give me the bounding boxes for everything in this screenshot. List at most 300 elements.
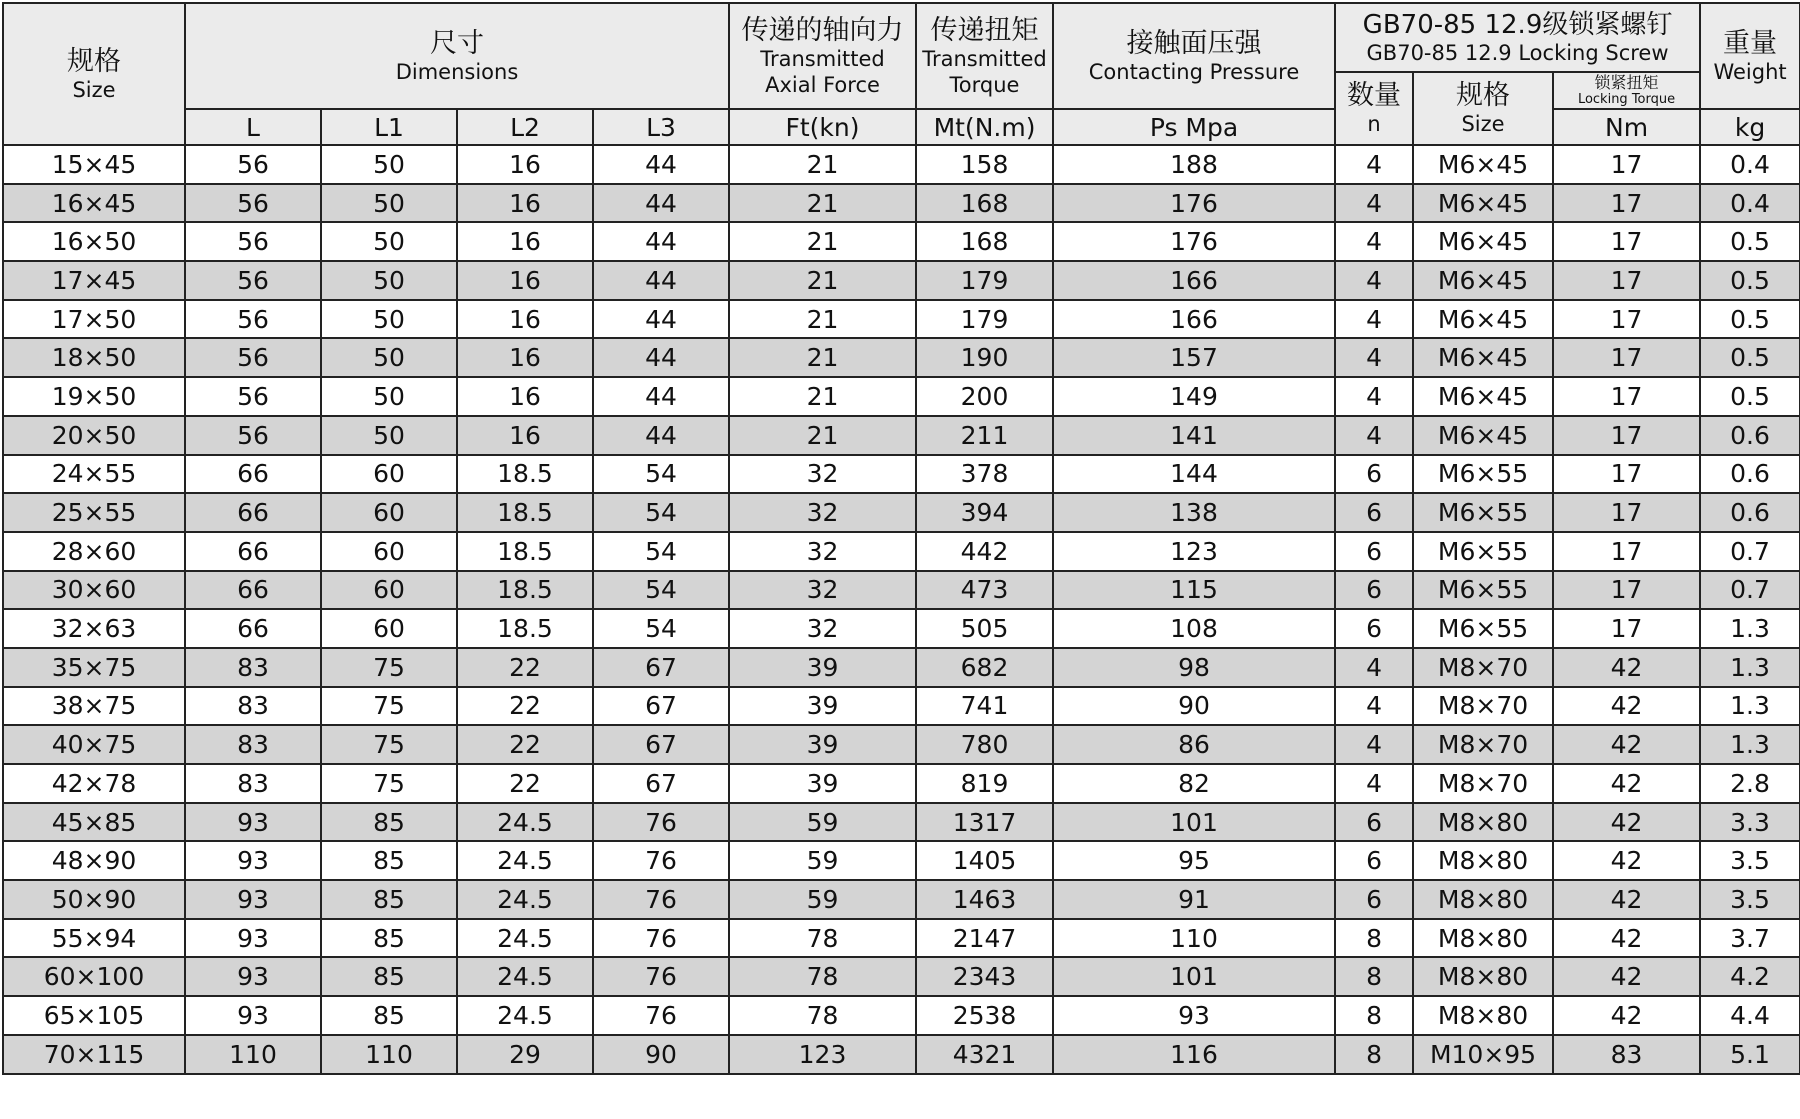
table-row bbox=[3, 957, 1800, 996]
cell-locking-torque: 17 bbox=[1553, 338, 1700, 377]
cell-l1: 75 bbox=[321, 687, 457, 726]
cell-l3: 54 bbox=[593, 493, 729, 532]
cell-size: 70×115 bbox=[3, 1035, 185, 1074]
cell-pressure: 115 bbox=[1053, 571, 1335, 610]
cell-pressure: 82 bbox=[1053, 764, 1335, 803]
cell-l1: 60 bbox=[321, 532, 457, 571]
cell-weight: 1.3 bbox=[1700, 687, 1800, 726]
cell-l2: 16 bbox=[457, 184, 593, 223]
cell-l2: 22 bbox=[457, 648, 593, 687]
cell-torque: 179 bbox=[916, 300, 1053, 339]
cell-torque: 211 bbox=[916, 416, 1053, 455]
cell-screw-qty: 4 bbox=[1335, 222, 1413, 261]
header-col-L1: L1 bbox=[321, 109, 457, 145]
table-row bbox=[3, 725, 1800, 764]
cell-size: 16×45 bbox=[3, 184, 185, 223]
cell-axial-force: 59 bbox=[729, 880, 916, 919]
cell-l1: 60 bbox=[321, 493, 457, 532]
cell-size: 55×94 bbox=[3, 919, 185, 958]
cell-axial-force: 78 bbox=[729, 957, 916, 996]
cell-screw-qty: 8 bbox=[1335, 919, 1413, 958]
cell-pressure: 157 bbox=[1053, 338, 1335, 377]
cell-l3: 76 bbox=[593, 996, 729, 1035]
cell-weight: 3.7 bbox=[1700, 919, 1800, 958]
table-row bbox=[3, 919, 1800, 958]
cell-weight: 0.4 bbox=[1700, 184, 1800, 223]
table-row bbox=[3, 455, 1800, 494]
cell-size: 28×60 bbox=[3, 532, 185, 571]
cell-locking-torque: 17 bbox=[1553, 532, 1700, 571]
cell-l2: 18.5 bbox=[457, 532, 593, 571]
cell-locking-torque: 17 bbox=[1553, 493, 1700, 532]
cell-pressure: 138 bbox=[1053, 493, 1335, 532]
cell-pressure: 98 bbox=[1053, 648, 1335, 687]
table-row bbox=[3, 803, 1800, 842]
cell-pressure: 101 bbox=[1053, 957, 1335, 996]
cell-weight: 2.8 bbox=[1700, 764, 1800, 803]
cell-torque: 2538 bbox=[916, 996, 1053, 1035]
cell-l2: 16 bbox=[457, 261, 593, 300]
header-locking-screw: GB70-85 12.9级锁紧螺钉 GB70-85 12.9 Locking Screw bbox=[1335, 3, 1700, 72]
cell-screw-qty: 4 bbox=[1335, 687, 1413, 726]
cell-l2: 16 bbox=[457, 300, 593, 339]
cell-l3: 54 bbox=[593, 609, 729, 648]
cell-l2: 18.5 bbox=[457, 455, 593, 494]
cell-l3: 67 bbox=[593, 648, 729, 687]
cell-screw-qty: 6 bbox=[1335, 841, 1413, 880]
cell-l3: 67 bbox=[593, 687, 729, 726]
cell-l2: 22 bbox=[457, 687, 593, 726]
header-col-L2: L2 bbox=[457, 109, 593, 145]
cell-l1: 50 bbox=[321, 416, 457, 455]
cell-l2: 24.5 bbox=[457, 957, 593, 996]
cell-pressure: 149 bbox=[1053, 377, 1335, 416]
cell-screw-qty: 4 bbox=[1335, 261, 1413, 300]
cell-size: 15×45 bbox=[3, 145, 185, 184]
cell-locking-torque: 17 bbox=[1553, 571, 1700, 610]
cell-size: 18×50 bbox=[3, 338, 185, 377]
header-col-nm: Nm bbox=[1553, 109, 1700, 145]
cell-weight: 1.3 bbox=[1700, 609, 1800, 648]
cell-pressure: 93 bbox=[1053, 996, 1335, 1035]
cell-screw-qty: 4 bbox=[1335, 338, 1413, 377]
cell-locking-torque: 42 bbox=[1553, 803, 1700, 842]
cell-screw-size: M6×45 bbox=[1413, 338, 1553, 377]
header-col-ps: Ps Mpa bbox=[1053, 109, 1335, 145]
cell-l3: 54 bbox=[593, 455, 729, 494]
cell-screw-size: M8×70 bbox=[1413, 648, 1553, 687]
cell-screw-size: M6×45 bbox=[1413, 416, 1553, 455]
cell-pressure: 108 bbox=[1053, 609, 1335, 648]
cell-screw-qty: 6 bbox=[1335, 880, 1413, 919]
table-row bbox=[3, 416, 1800, 455]
cell-locking-torque: 17 bbox=[1553, 609, 1700, 648]
cell-weight: 0.5 bbox=[1700, 377, 1800, 416]
cell-l3: 76 bbox=[593, 841, 729, 880]
cell-pressure: 176 bbox=[1053, 184, 1335, 223]
cell-weight: 0.6 bbox=[1700, 493, 1800, 532]
cell-axial-force: 39 bbox=[729, 687, 916, 726]
cell-axial-force: 32 bbox=[729, 571, 916, 610]
cell-torque: 2147 bbox=[916, 919, 1053, 958]
cell-weight: 0.5 bbox=[1700, 300, 1800, 339]
cell-screw-size: M8×70 bbox=[1413, 725, 1553, 764]
table-row bbox=[3, 880, 1800, 919]
cell-pressure: 91 bbox=[1053, 880, 1335, 919]
cell-l2: 18.5 bbox=[457, 609, 593, 648]
cell-l2: 24.5 bbox=[457, 919, 593, 958]
cell-l: 93 bbox=[185, 841, 321, 880]
table-row bbox=[3, 996, 1800, 1035]
header-col-ft: Ft(kn) bbox=[729, 109, 916, 145]
cell-pressure: 144 bbox=[1053, 455, 1335, 494]
cell-screw-size: M6×45 bbox=[1413, 377, 1553, 416]
cell-torque: 200 bbox=[916, 377, 1053, 416]
cell-torque: 4321 bbox=[916, 1035, 1053, 1074]
cell-axial-force: 59 bbox=[729, 803, 916, 842]
cell-l: 56 bbox=[185, 377, 321, 416]
cell-axial-force: 32 bbox=[729, 532, 916, 571]
header-size: 规格 Size bbox=[3, 3, 185, 145]
cell-screw-qty: 6 bbox=[1335, 493, 1413, 532]
cell-weight: 4.4 bbox=[1700, 996, 1800, 1035]
cell-screw-qty: 6 bbox=[1335, 609, 1413, 648]
cell-weight: 0.6 bbox=[1700, 416, 1800, 455]
cell-locking-torque: 17 bbox=[1553, 261, 1700, 300]
cell-torque: 168 bbox=[916, 184, 1053, 223]
cell-screw-qty: 6 bbox=[1335, 455, 1413, 494]
cell-l: 93 bbox=[185, 803, 321, 842]
cell-l1: 60 bbox=[321, 609, 457, 648]
header-dimensions: 尺寸 Dimensions bbox=[185, 3, 729, 109]
cell-axial-force: 32 bbox=[729, 609, 916, 648]
cell-weight: 3.5 bbox=[1700, 841, 1800, 880]
cell-pressure: 188 bbox=[1053, 145, 1335, 184]
cell-pressure: 116 bbox=[1053, 1035, 1335, 1074]
cell-screw-size: M6×55 bbox=[1413, 532, 1553, 571]
cell-weight: 5.1 bbox=[1700, 1035, 1800, 1074]
cell-l2: 16 bbox=[457, 222, 593, 261]
cell-weight: 3.3 bbox=[1700, 803, 1800, 842]
header-col-kg: kg bbox=[1700, 109, 1800, 145]
table-row bbox=[3, 609, 1800, 648]
cell-l2: 16 bbox=[457, 145, 593, 184]
cell-screw-size: M6×45 bbox=[1413, 222, 1553, 261]
cell-l1: 50 bbox=[321, 222, 457, 261]
cell-pressure: 101 bbox=[1053, 803, 1335, 842]
cell-l2: 18.5 bbox=[457, 493, 593, 532]
cell-screw-qty: 4 bbox=[1335, 725, 1413, 764]
cell-l1: 60 bbox=[321, 455, 457, 494]
cell-l3: 76 bbox=[593, 957, 729, 996]
cell-l: 93 bbox=[185, 957, 321, 996]
cell-weight: 0.5 bbox=[1700, 222, 1800, 261]
cell-torque: 442 bbox=[916, 532, 1053, 571]
cell-l: 66 bbox=[185, 609, 321, 648]
cell-weight: 4.2 bbox=[1700, 957, 1800, 996]
cell-l3: 44 bbox=[593, 377, 729, 416]
cell-axial-force: 21 bbox=[729, 222, 916, 261]
header-torque: 传递扭矩 Transmitted Torque bbox=[916, 3, 1053, 109]
cell-l2: 22 bbox=[457, 725, 593, 764]
cell-l1: 50 bbox=[321, 338, 457, 377]
table-header bbox=[3, 3, 1800, 145]
cell-screw-size: M6×45 bbox=[1413, 184, 1553, 223]
cell-size: 16×50 bbox=[3, 222, 185, 261]
header-screw-size: 规格 Size bbox=[1413, 72, 1553, 145]
cell-size: 45×85 bbox=[3, 803, 185, 842]
cell-l2: 18.5 bbox=[457, 571, 593, 610]
cell-size: 17×50 bbox=[3, 300, 185, 339]
cell-weight: 1.3 bbox=[1700, 648, 1800, 687]
cell-pressure: 123 bbox=[1053, 532, 1335, 571]
table-row bbox=[3, 841, 1800, 880]
cell-l2: 24.5 bbox=[457, 803, 593, 842]
cell-screw-size: M8×80 bbox=[1413, 957, 1553, 996]
cell-size: 24×55 bbox=[3, 455, 185, 494]
cell-pressure: 95 bbox=[1053, 841, 1335, 880]
cell-screw-size: M8×70 bbox=[1413, 764, 1553, 803]
spec-table bbox=[2, 2, 1800, 1075]
cell-weight: 0.5 bbox=[1700, 338, 1800, 377]
cell-l: 66 bbox=[185, 455, 321, 494]
cell-screw-qty: 4 bbox=[1335, 764, 1413, 803]
cell-pressure: 176 bbox=[1053, 222, 1335, 261]
cell-weight: 1.3 bbox=[1700, 725, 1800, 764]
cell-screw-qty: 4 bbox=[1335, 300, 1413, 339]
cell-axial-force: 21 bbox=[729, 300, 916, 339]
cell-screw-qty: 6 bbox=[1335, 571, 1413, 610]
cell-locking-torque: 42 bbox=[1553, 764, 1700, 803]
cell-size: 65×105 bbox=[3, 996, 185, 1035]
cell-l: 66 bbox=[185, 493, 321, 532]
header-col-mt: Mt(N.m) bbox=[916, 109, 1053, 145]
cell-l: 83 bbox=[185, 764, 321, 803]
cell-locking-torque: 17 bbox=[1553, 416, 1700, 455]
cell-screw-size: M6×55 bbox=[1413, 609, 1553, 648]
cell-l: 93 bbox=[185, 880, 321, 919]
cell-locking-torque: 42 bbox=[1553, 725, 1700, 764]
cell-size: 32×63 bbox=[3, 609, 185, 648]
cell-torque: 505 bbox=[916, 609, 1053, 648]
cell-l: 56 bbox=[185, 416, 321, 455]
cell-l2: 16 bbox=[457, 377, 593, 416]
cell-size: 20×50 bbox=[3, 416, 185, 455]
cell-axial-force: 21 bbox=[729, 338, 916, 377]
cell-torque: 741 bbox=[916, 687, 1053, 726]
cell-l: 66 bbox=[185, 532, 321, 571]
cell-torque: 378 bbox=[916, 455, 1053, 494]
table-row bbox=[3, 300, 1800, 339]
cell-l3: 44 bbox=[593, 261, 729, 300]
cell-weight: 0.4 bbox=[1700, 145, 1800, 184]
cell-screw-qty: 8 bbox=[1335, 1035, 1413, 1074]
cell-torque: 1463 bbox=[916, 880, 1053, 919]
cell-torque: 394 bbox=[916, 493, 1053, 532]
cell-l2: 29 bbox=[457, 1035, 593, 1074]
cell-screw-qty: 4 bbox=[1335, 145, 1413, 184]
cell-screw-qty: 4 bbox=[1335, 648, 1413, 687]
cell-l: 56 bbox=[185, 300, 321, 339]
table-row bbox=[3, 532, 1800, 571]
cell-locking-torque: 17 bbox=[1553, 184, 1700, 223]
cell-torque: 780 bbox=[916, 725, 1053, 764]
cell-axial-force: 21 bbox=[729, 377, 916, 416]
cell-l1: 50 bbox=[321, 184, 457, 223]
header-axial-force: 传递的轴向力 Transmitted Axial Force bbox=[729, 3, 916, 109]
cell-l3: 44 bbox=[593, 338, 729, 377]
header-col-L3: L3 bbox=[593, 109, 729, 145]
header-screw-torque: 锁紧扭矩 Locking Torque bbox=[1553, 72, 1700, 109]
cell-torque: 2343 bbox=[916, 957, 1053, 996]
cell-l: 56 bbox=[185, 145, 321, 184]
cell-l1: 85 bbox=[321, 957, 457, 996]
cell-l: 56 bbox=[185, 338, 321, 377]
cell-screw-size: M8×80 bbox=[1413, 803, 1553, 842]
header-col-L: L bbox=[185, 109, 321, 145]
header-pressure: 接触面压强 Contacting Pressure bbox=[1053, 3, 1335, 109]
cell-l3: 44 bbox=[593, 145, 729, 184]
cell-l3: 44 bbox=[593, 222, 729, 261]
table-row bbox=[3, 261, 1800, 300]
cell-weight: 0.7 bbox=[1700, 571, 1800, 610]
cell-screw-size: M6×55 bbox=[1413, 455, 1553, 494]
cell-screw-size: M8×80 bbox=[1413, 919, 1553, 958]
cell-locking-torque: 17 bbox=[1553, 455, 1700, 494]
cell-l: 83 bbox=[185, 648, 321, 687]
cell-l1: 85 bbox=[321, 880, 457, 919]
header-weight: 重量 Weight bbox=[1700, 3, 1800, 109]
cell-l: 66 bbox=[185, 571, 321, 610]
cell-l1: 75 bbox=[321, 725, 457, 764]
cell-size: 17×45 bbox=[3, 261, 185, 300]
cell-locking-torque: 42 bbox=[1553, 841, 1700, 880]
cell-l2: 22 bbox=[457, 764, 593, 803]
cell-l1: 75 bbox=[321, 648, 457, 687]
cell-pressure: 166 bbox=[1053, 261, 1335, 300]
cell-size: 40×75 bbox=[3, 725, 185, 764]
cell-l2: 24.5 bbox=[457, 880, 593, 919]
cell-l2: 24.5 bbox=[457, 996, 593, 1035]
cell-weight: 0.7 bbox=[1700, 532, 1800, 571]
cell-l: 83 bbox=[185, 725, 321, 764]
table-row bbox=[3, 377, 1800, 416]
cell-torque: 682 bbox=[916, 648, 1053, 687]
cell-torque: 179 bbox=[916, 261, 1053, 300]
cell-l1: 75 bbox=[321, 764, 457, 803]
cell-locking-torque: 42 bbox=[1553, 957, 1700, 996]
cell-l3: 76 bbox=[593, 919, 729, 958]
table-row bbox=[3, 687, 1800, 726]
cell-axial-force: 21 bbox=[729, 416, 916, 455]
cell-axial-force: 39 bbox=[729, 764, 916, 803]
cell-l3: 54 bbox=[593, 532, 729, 571]
cell-size: 42×78 bbox=[3, 764, 185, 803]
cell-pressure: 166 bbox=[1053, 300, 1335, 339]
cell-l: 56 bbox=[185, 261, 321, 300]
cell-locking-torque: 42 bbox=[1553, 687, 1700, 726]
cell-l3: 76 bbox=[593, 803, 729, 842]
cell-torque: 1405 bbox=[916, 841, 1053, 880]
cell-screw-qty: 4 bbox=[1335, 377, 1413, 416]
header-screw-qty: 数量 n bbox=[1335, 72, 1413, 145]
cell-size: 48×90 bbox=[3, 841, 185, 880]
cell-l: 110 bbox=[185, 1035, 321, 1074]
table-row bbox=[3, 1035, 1800, 1074]
cell-l3: 90 bbox=[593, 1035, 729, 1074]
table-row bbox=[3, 222, 1800, 261]
cell-size: 50×90 bbox=[3, 880, 185, 919]
cell-l1: 85 bbox=[321, 803, 457, 842]
table-row bbox=[3, 571, 1800, 610]
cell-locking-torque: 17 bbox=[1553, 222, 1700, 261]
cell-screw-size: M6×45 bbox=[1413, 145, 1553, 184]
cell-l3: 44 bbox=[593, 184, 729, 223]
cell-size: 35×75 bbox=[3, 648, 185, 687]
cell-l3: 76 bbox=[593, 880, 729, 919]
cell-screw-size: M10×95 bbox=[1413, 1035, 1553, 1074]
cell-torque: 819 bbox=[916, 764, 1053, 803]
cell-l2: 24.5 bbox=[457, 841, 593, 880]
cell-size: 25×55 bbox=[3, 493, 185, 532]
cell-axial-force: 123 bbox=[729, 1035, 916, 1074]
cell-size: 60×100 bbox=[3, 957, 185, 996]
cell-screw-size: M6×55 bbox=[1413, 571, 1553, 610]
cell-screw-qty: 8 bbox=[1335, 957, 1413, 996]
cell-pressure: 90 bbox=[1053, 687, 1335, 726]
cell-screw-qty: 6 bbox=[1335, 532, 1413, 571]
table-row bbox=[3, 184, 1800, 223]
cell-locking-torque: 42 bbox=[1553, 648, 1700, 687]
cell-axial-force: 21 bbox=[729, 261, 916, 300]
cell-l3: 44 bbox=[593, 416, 729, 455]
cell-screw-size: M6×45 bbox=[1413, 300, 1553, 339]
table-row bbox=[3, 493, 1800, 532]
table-body bbox=[3, 145, 1800, 1074]
cell-l3: 54 bbox=[593, 571, 729, 610]
cell-l: 56 bbox=[185, 222, 321, 261]
cell-axial-force: 39 bbox=[729, 725, 916, 764]
cell-size: 38×75 bbox=[3, 687, 185, 726]
cell-l1: 60 bbox=[321, 571, 457, 610]
cell-screw-size: M8×80 bbox=[1413, 880, 1553, 919]
cell-size: 19×50 bbox=[3, 377, 185, 416]
cell-pressure: 110 bbox=[1053, 919, 1335, 958]
cell-screw-qty: 8 bbox=[1335, 996, 1413, 1035]
table-row bbox=[3, 648, 1800, 687]
cell-screw-qty: 4 bbox=[1335, 184, 1413, 223]
cell-l3: 44 bbox=[593, 300, 729, 339]
cell-l3: 67 bbox=[593, 764, 729, 803]
cell-torque: 158 bbox=[916, 145, 1053, 184]
cell-weight: 0.5 bbox=[1700, 261, 1800, 300]
cell-l1: 50 bbox=[321, 261, 457, 300]
cell-torque: 168 bbox=[916, 222, 1053, 261]
cell-l: 83 bbox=[185, 687, 321, 726]
cell-l3: 67 bbox=[593, 725, 729, 764]
cell-l: 93 bbox=[185, 996, 321, 1035]
cell-screw-size: M8×70 bbox=[1413, 687, 1553, 726]
cell-locking-torque: 42 bbox=[1553, 880, 1700, 919]
cell-l2: 16 bbox=[457, 338, 593, 377]
table-row bbox=[3, 145, 1800, 184]
cell-l1: 50 bbox=[321, 377, 457, 416]
cell-size: 30×60 bbox=[3, 571, 185, 610]
cell-l1: 50 bbox=[321, 300, 457, 339]
cell-locking-torque: 17 bbox=[1553, 300, 1700, 339]
cell-screw-qty: 4 bbox=[1335, 416, 1413, 455]
cell-locking-torque: 83 bbox=[1553, 1035, 1700, 1074]
